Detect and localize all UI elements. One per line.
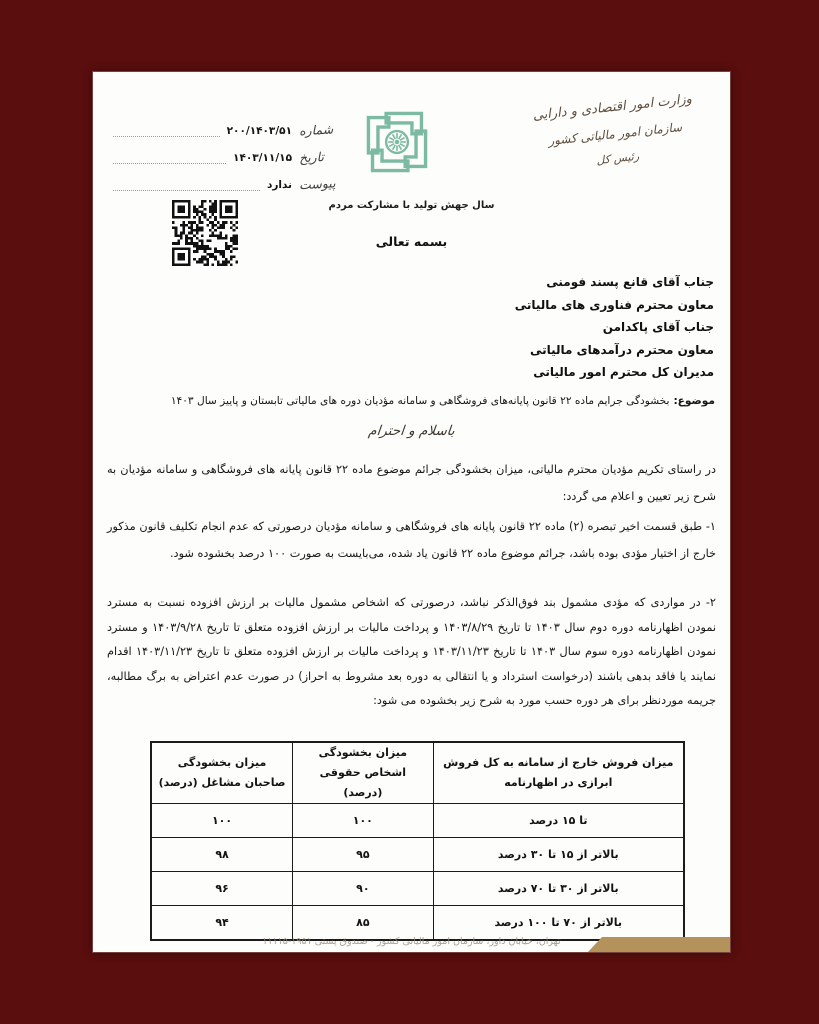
number-value: ۲۰۰/۱۴۰۳/۵۱ xyxy=(226,125,292,137)
recipient-line: معاون محترم فناوری های مالیاتی xyxy=(514,297,714,312)
table-cell: بالاتر از ۳۰ تا ۷۰ درصد xyxy=(433,872,684,906)
attachment-label: پیوست xyxy=(298,175,336,193)
table-row xyxy=(151,872,684,906)
desk-surface-strip xyxy=(588,937,730,952)
letter-date-row xyxy=(113,137,347,164)
organization-name: سازمان امور مالیاتی کشور xyxy=(547,120,683,148)
table-cell: ۱۰۰ xyxy=(151,804,293,838)
letter-number-row xyxy=(113,110,347,137)
table-cell: ۹۴ xyxy=(151,906,293,941)
dotted-line xyxy=(113,149,226,164)
dotted-line xyxy=(113,176,260,191)
year-slogan: سال جهش تولید با مشارکت مردم xyxy=(328,200,495,211)
letterhead-block xyxy=(507,89,723,176)
tax-administration-logo-icon xyxy=(363,105,431,179)
penalty-remission-table xyxy=(150,741,685,941)
dotted-line xyxy=(113,122,220,137)
table-cell: ۹۵ xyxy=(293,838,434,872)
head-title: رئیس کل xyxy=(595,149,640,168)
table-row xyxy=(151,804,684,838)
table-cell: ۹۶ xyxy=(151,872,293,906)
subject-line xyxy=(108,395,715,407)
subject-label: موضوع: xyxy=(673,395,715,407)
recipients-block xyxy=(515,271,714,384)
letter-page xyxy=(93,72,730,952)
table-row xyxy=(151,838,684,872)
column-header-sales-ratio: میزان فروش خارج از سامانه به کل فروش ابرازی در اظهارنامه xyxy=(433,742,684,804)
table-cell: ۹۰ xyxy=(293,872,434,906)
table-cell: تا ۱۵ درصد xyxy=(433,804,684,838)
table-cell: بالاتر از ۱۵ تا ۳۰ درصد xyxy=(433,838,684,872)
footer-address: تهران، خیابان داور، سازمان امور مالیاتی کشور - صندوق پستی ۱۹۵۱-۱۱۱۱۵ xyxy=(262,936,561,947)
column-header-business-owners: میزان بخشودگی صاحبان مشاغل (درصد) xyxy=(151,742,293,804)
recipient-line: جناب آقای پاکدامن xyxy=(602,320,714,334)
number-label: شماره xyxy=(298,121,334,139)
date-label: تاریخ xyxy=(298,148,325,166)
table-header-row xyxy=(151,742,684,804)
attachment-value: ندارد xyxy=(266,179,292,191)
table-cell: بالاتر از ۷۰ تا ۱۰۰ درصد xyxy=(433,906,684,941)
qr-code xyxy=(172,200,238,266)
meta-fields-block xyxy=(113,110,347,191)
recipient-line: مدیران کل محترم امور مالیاتی xyxy=(533,365,714,379)
ministry-name: وزارت امور اقتصادی و دارایی xyxy=(532,91,693,124)
letter-attachment-row xyxy=(113,164,347,191)
subject-text: بخشودگی جرایم ماده ۲۲ قانون پایانه‌های فروشگاهی و سامانه مؤدیان دوره های مالیاتی تابستان و پاییز سال ۱۴۰۳ xyxy=(170,395,670,407)
recipient-line: جناب آقای قانع پسند فومنی xyxy=(546,275,714,289)
table-cell: ۸۵ xyxy=(293,906,434,941)
recipient-line: معاون محترم درآمدهای مالیاتی xyxy=(529,342,714,357)
table-row xyxy=(151,906,684,941)
basmala: بسمه تعالی xyxy=(375,234,448,249)
table-cell: ۹۸ xyxy=(151,838,293,872)
column-header-legal-persons: میزان بخشودگی اشخاص حقوقی (درصد) xyxy=(293,742,434,804)
table-cell: ۱۰۰ xyxy=(293,804,434,838)
body-item1-paragraph: ۱- طبق قسمت اخیر تبصره (۲) ماده ۲۲ قانون پایانه های فروشگاهی و سامانه مؤدیان درصورتی که عدم انجام تکلیف قانون مذکور خارج از اختیار مؤدی بوده باشد، جرائم موضوع ماده ۲۲ قانون یاد شده، می‌بایست به صورت ۱۰۰ درصد بخشوده شود. xyxy=(107,520,716,560)
date-value: ۱۴۰۳/۱۱/۱۵ xyxy=(233,152,292,164)
body-item2-paragraph: ۲- در مواردی که مؤدی مشمول بند فوق‌الذکر نباشد، درصورتی که اشخاص مشمول مالیات بر ارزش افزوده نسبت به مسترد نمودن اظهارنامه دوره دوم سال ۱۴۰۳ تا تاریخ ۱۴۰۳/۸/۲۹ و پرداخت مالیات بر ارزش افزوده متعلق تا تاریخ ۱۴۰۳/۹/۲۸ و مسترد نمودن اظهارنامه دوره سوم سال ۱۴۰۳ تا تاریخ ۱۴۰۳/۱۱/۲۳ و پرداخت مالیات بر ارزش افزوده متعلق تا تاریخ ۱۴۰۳/۱۱/۲۳ اقدام نمایند یا فاقد بدهی باشند (درخواست استرداد و یا انتقالی به دوره بعد مشروط به احراز) در صورت عدم اعتراض به برگ مطالبه، جریمه موردنظر برای هر دوره حسب مورد به شرح زیر بخشوده می شود: xyxy=(107,596,716,707)
greeting-calligraphy: باسلام و احترام xyxy=(367,423,456,439)
body-intro-paragraph: در راستای تکریم مؤدیان محترم مالیاتی، میزان بخشودگی جرائم موضوع ماده ۲۲ قانون پایانه های فروشگاهی و سامانه مؤدیان به شرح زیر تعیین و اعلام می گردد: xyxy=(107,463,716,503)
